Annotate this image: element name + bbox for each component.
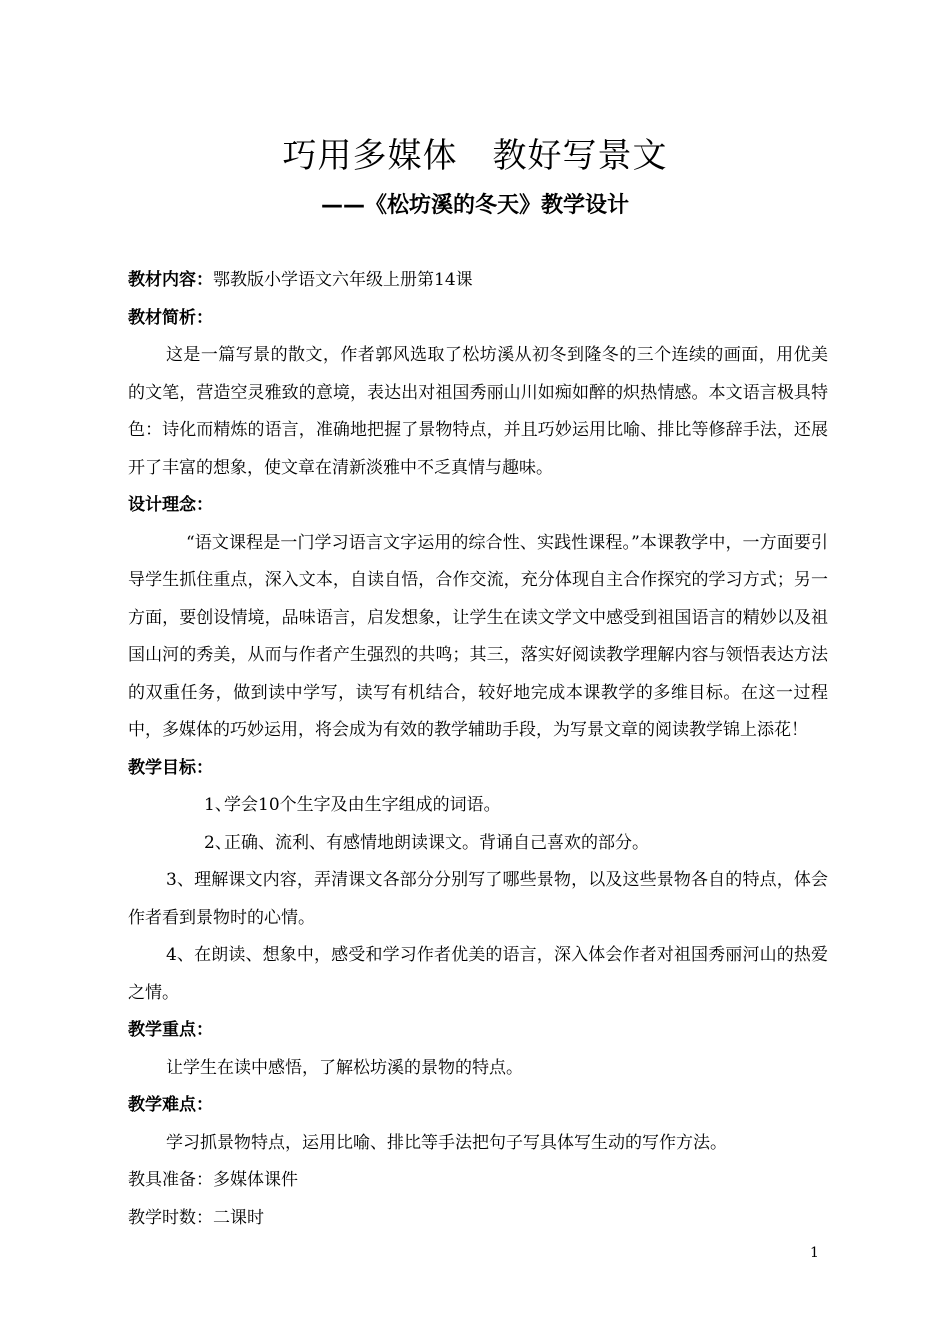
periods-line: 教学时数：二课时 [128, 1207, 264, 1228]
concept-heading: 设计理念： [128, 495, 213, 515]
goal-item [128, 787, 828, 825]
document-body [128, 262, 828, 1237]
material-line [128, 262, 828, 300]
page-subtitle: ——《松坊溪的冬天》教学设计 [320, 193, 629, 218]
difficulty-heading: 教学难点： [128, 1095, 213, 1115]
goal-text: 正确、流利、有感情地朗读课文。背诵自己喜欢的部分。 [224, 832, 649, 853]
goal-item: 4、在朗读、想象中，感受和学习作者优美的语言，深入体会作者对祖国秀丽河山的热爱之情。 [128, 945, 828, 1003]
goal-number: 2、 [204, 832, 232, 853]
concept-paragraph: “语文课程是一门学习语言文字运用的综合性、实践性课程。”本课教学中，一方面要引导学生抓住重点，深入文本，自读自悟，合作交流，充分体现自主合作探究的学习方式；另一方面，要创设情境，品味语言，启发想象，让学生在读文学文中感受到祖国语言的精妙以及祖国山河的秀美，从而与作者产生强烈的共鸣；其三，落实好阅读教学理解内容与领悟表达方法的双重任务，做到读中学写，读写有机结合，较好地完成本课教学的多维目标。在这一过程中，多媒体的巧妙运用，将会成为有效的教学辅助手段，为写景文章的阅读教学锦上添花！ [128, 532, 828, 740]
material-text: 鄂教版小学语文六年级上册第14课 [213, 270, 473, 290]
goal-text: 学会10个生字及由生字组成的词语。 [224, 795, 501, 815]
analysis-paragraph: 这是一篇写景的散文，作者郭风选取了松坊溪从初冬到隆冬的三个连续的画面，用优美的文笔，营造空灵雅致的意境，表达出对祖国秀丽山川如痴如醉的炽热情感。本文语言极具特色：诗化而精炼的语言，准确地把握了景物特点，并且巧妙运用比喻、排比等修辞手法，还展开了丰富的想象，使文章在清新淡雅中不乏真情与趣味。 [128, 345, 828, 478]
key-point-text: 让学生在读中感悟，了解松坊溪的景物的特点。 [166, 1057, 523, 1078]
key-point-heading: 教学重点： [128, 1020, 213, 1040]
goal-item [128, 825, 828, 863]
difficulty-text: 学习抓景物特点，运用比喻、排比等手法把句子写具体写生动的写作方法。 [166, 1132, 727, 1153]
material-label: 教材内容： [128, 270, 213, 290]
page-title: 巧用多媒体 教好写景文 [282, 136, 668, 176]
page-number: 1 [810, 1245, 819, 1261]
tools-line: 教具准备：多媒体课件 [128, 1170, 298, 1190]
analysis-heading: 教材简析： [128, 307, 213, 328]
goals-heading: 教学目标： [128, 757, 213, 778]
goal-item: 3、理解课文内容，弄清课文各部分分别写了哪些景物，以及这些景物各自的特点，体会作者看到景物时的心情。 [128, 870, 828, 928]
goal-number: 1、 [204, 795, 232, 815]
